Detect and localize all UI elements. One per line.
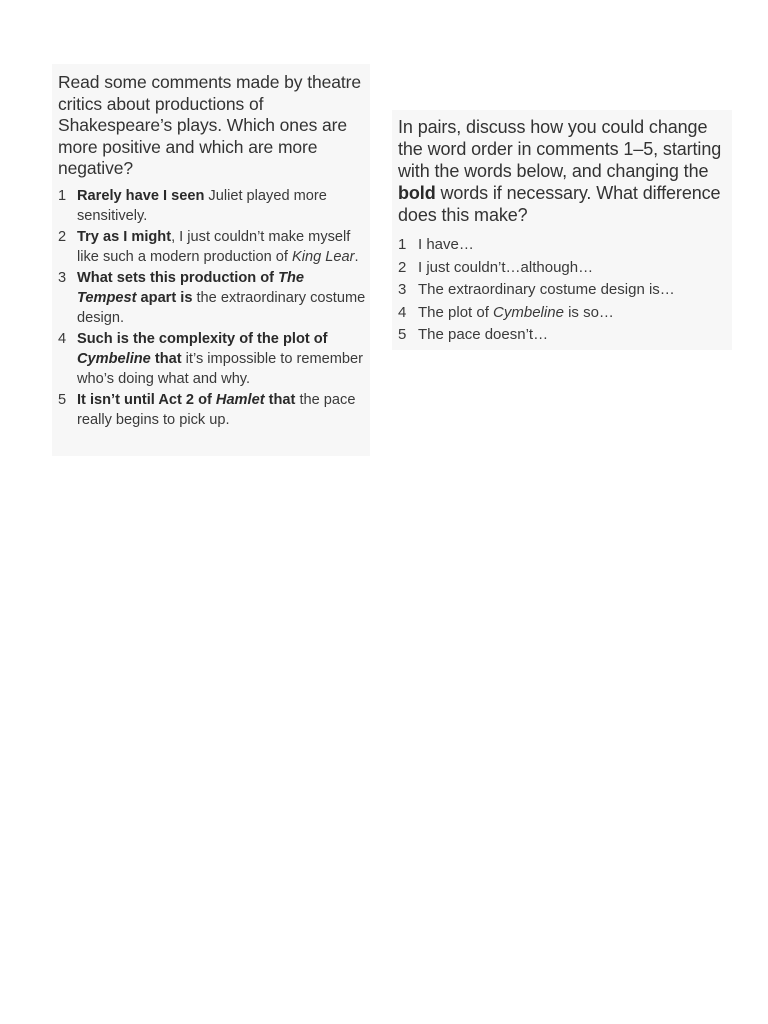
item-text: The pace doesn’t… <box>418 326 549 343</box>
item-number: 5 <box>58 391 67 408</box>
item-number: 5 <box>398 326 407 343</box>
item-number: 2 <box>398 258 407 276</box>
word-order-task-panel <box>392 110 732 350</box>
list-item <box>398 257 726 280</box>
item-text: The plot of Cymbeline is so… <box>418 303 614 321</box>
list-item <box>398 302 726 325</box>
item-number: 3 <box>398 281 407 298</box>
critic-comments-panel <box>52 64 370 456</box>
item-text: I just couldn’t…although… <box>418 258 594 276</box>
list-item <box>398 324 726 347</box>
item-number: 4 <box>58 330 67 347</box>
item-number: 1 <box>398 236 407 253</box>
item-text: Such is the complexity of the plot of Cymbeline that it’s impossible to remember who’s doing what and why. <box>77 330 364 387</box>
comments-list <box>58 186 366 430</box>
item-number: 4 <box>398 303 407 321</box>
item-text: What sets this production of The Tempest apart is the extraordinary costume design. <box>77 269 366 326</box>
item-number: 3 <box>58 269 67 286</box>
list-item <box>58 227 366 267</box>
item-number: 1 <box>58 187 67 204</box>
item-text: Try as I might, I just couldn’t make myself like such a modern production of King Lear. <box>77 228 359 265</box>
item-text: The extraordinary costume design is… <box>418 281 675 298</box>
list-item <box>398 279 726 302</box>
item-text: It isn’t until Act 2 of Hamlet that the pace really begins to pick up. <box>77 391 356 428</box>
list-item <box>398 234 726 257</box>
right-instructions: In pairs, discuss how you could change the word order in comments 1–5, starting with the words below, and changing the bold words if necessary. What difference does this make? <box>398 117 722 225</box>
list-item <box>58 268 366 328</box>
item-text: Rarely have I seen Juliet played more sensitively. <box>77 187 327 224</box>
list-item <box>58 186 366 226</box>
prompts-list <box>398 234 726 347</box>
list-item <box>58 329 366 389</box>
item-text: I have… <box>418 236 474 253</box>
list-item <box>58 390 366 430</box>
left-instructions: Read some comments made by theatre critics about productions of Shakespeare’s plays. Which ones are more positive and which are more negative? <box>58 72 361 178</box>
item-number: 2 <box>58 228 67 245</box>
